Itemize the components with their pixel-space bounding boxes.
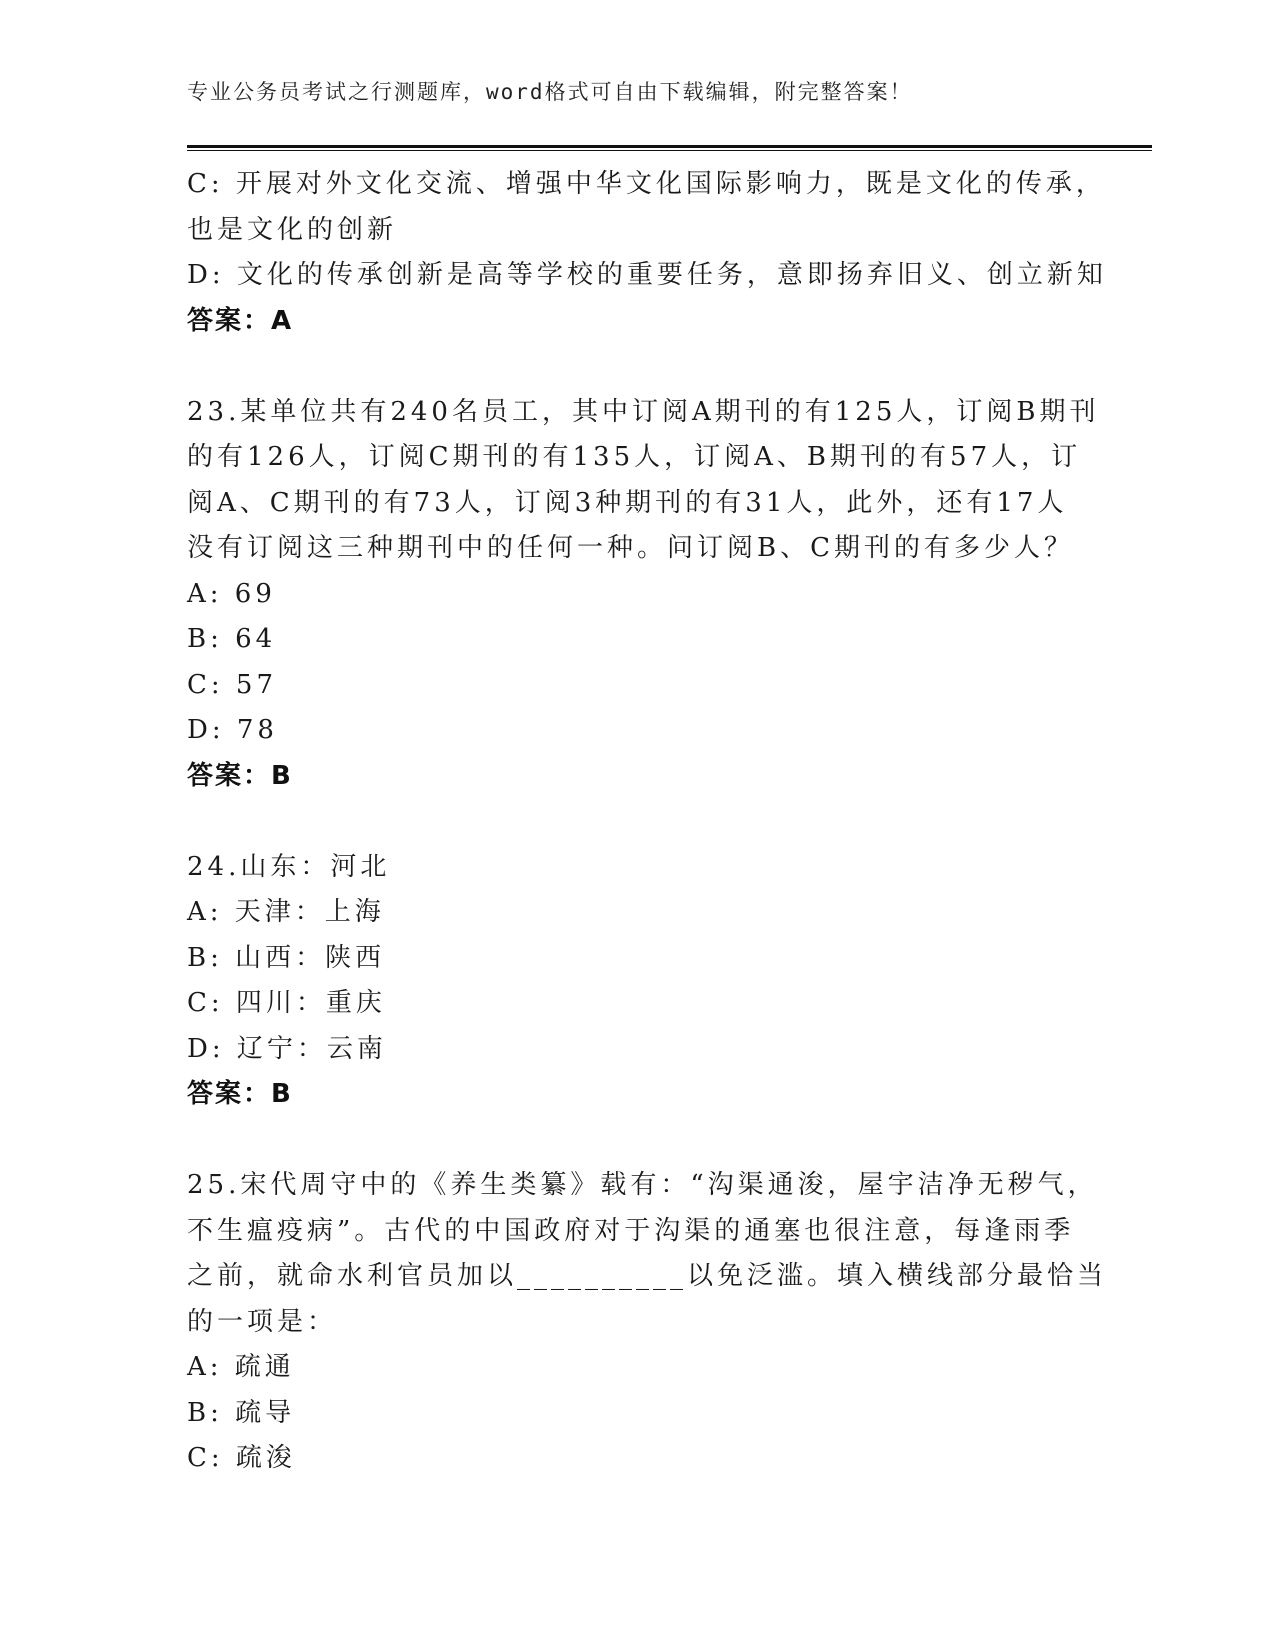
option-d: D: 文化的传承创新是高等学校的重要任务，意即扬弃旧义、创立新知 [187, 260, 1107, 290]
option-c-line-2: 也是文化的创新 [187, 214, 398, 245]
question-23 [187, 390, 1100, 800]
option-b: B: 疏导 [187, 1397, 296, 1428]
option-b: B: 山西：陕西 [187, 942, 386, 973]
option-a: A: 69 [187, 578, 276, 609]
page-header: 专业公务员考试之行测题库，word格式可自由下载编辑，附完整答案！ [187, 80, 913, 104]
spacer [187, 1118, 1087, 1164]
spacer [187, 344, 1087, 390]
option-c-line-1: C: 开展对外文化交流、增强中华文化国际影响力，既是文化的传承， [187, 169, 1106, 199]
question-stem-line: 的有126人，订阅C期刊的有135人，订阅A、B期刊的有57人，订 [187, 442, 1082, 472]
option-d: D: 辽宁：云南 [187, 1033, 387, 1064]
question-stem-line: 的一项是： [187, 1306, 338, 1337]
question-stem-line: 阅A、C期刊的有73人，订阅3种期刊的有31人，此外，还有17人 [187, 487, 1068, 518]
option-c: C: 57 [187, 669, 278, 700]
question-24 [187, 845, 1087, 1118]
question-25 [187, 1163, 1108, 1482]
header-divider [187, 145, 1152, 151]
spacer [187, 799, 1087, 845]
question-stem-line: 不生瘟疫病”。古代的中国政府对于沟渠的通塞也很注意，每逢雨季 [187, 1215, 1075, 1246]
option-c: C: 四川：重庆 [187, 988, 386, 1018]
question-stem-line: 23.某单位共有240名员工，其中订阅A期刊的有125人，订阅B期刊 [187, 396, 1100, 427]
answer-label: 答案：B [187, 760, 293, 791]
option-c: C: 疏浚 [187, 1443, 296, 1473]
option-a: A: 天津：上海 [187, 897, 385, 927]
question-22-tail [187, 162, 1107, 344]
question-content [187, 162, 1108, 1482]
question-stem-line: 之前，就命水利官员加以__________以免泛滥。填入横线部分最恰当 [187, 1261, 1108, 1291]
question-stem: 24.山东：河北 [187, 851, 391, 882]
option-b: B: 64 [187, 624, 277, 654]
option-d: D: 78 [187, 715, 278, 745]
option-a: A: 疏通 [187, 1352, 295, 1382]
answer-label: 答案：A [187, 305, 294, 336]
question-stem-line: 没有订阅这三种期刊中的任何一种。问订阅B、C期刊的有多少人？ [187, 533, 1075, 563]
answer-label: 答案：B [187, 1079, 293, 1109]
question-stem-line: 25.宋代周守中的《养生类纂》载有：“沟渠通浚，屋宇洁净无秽气， [187, 1170, 1098, 1200]
